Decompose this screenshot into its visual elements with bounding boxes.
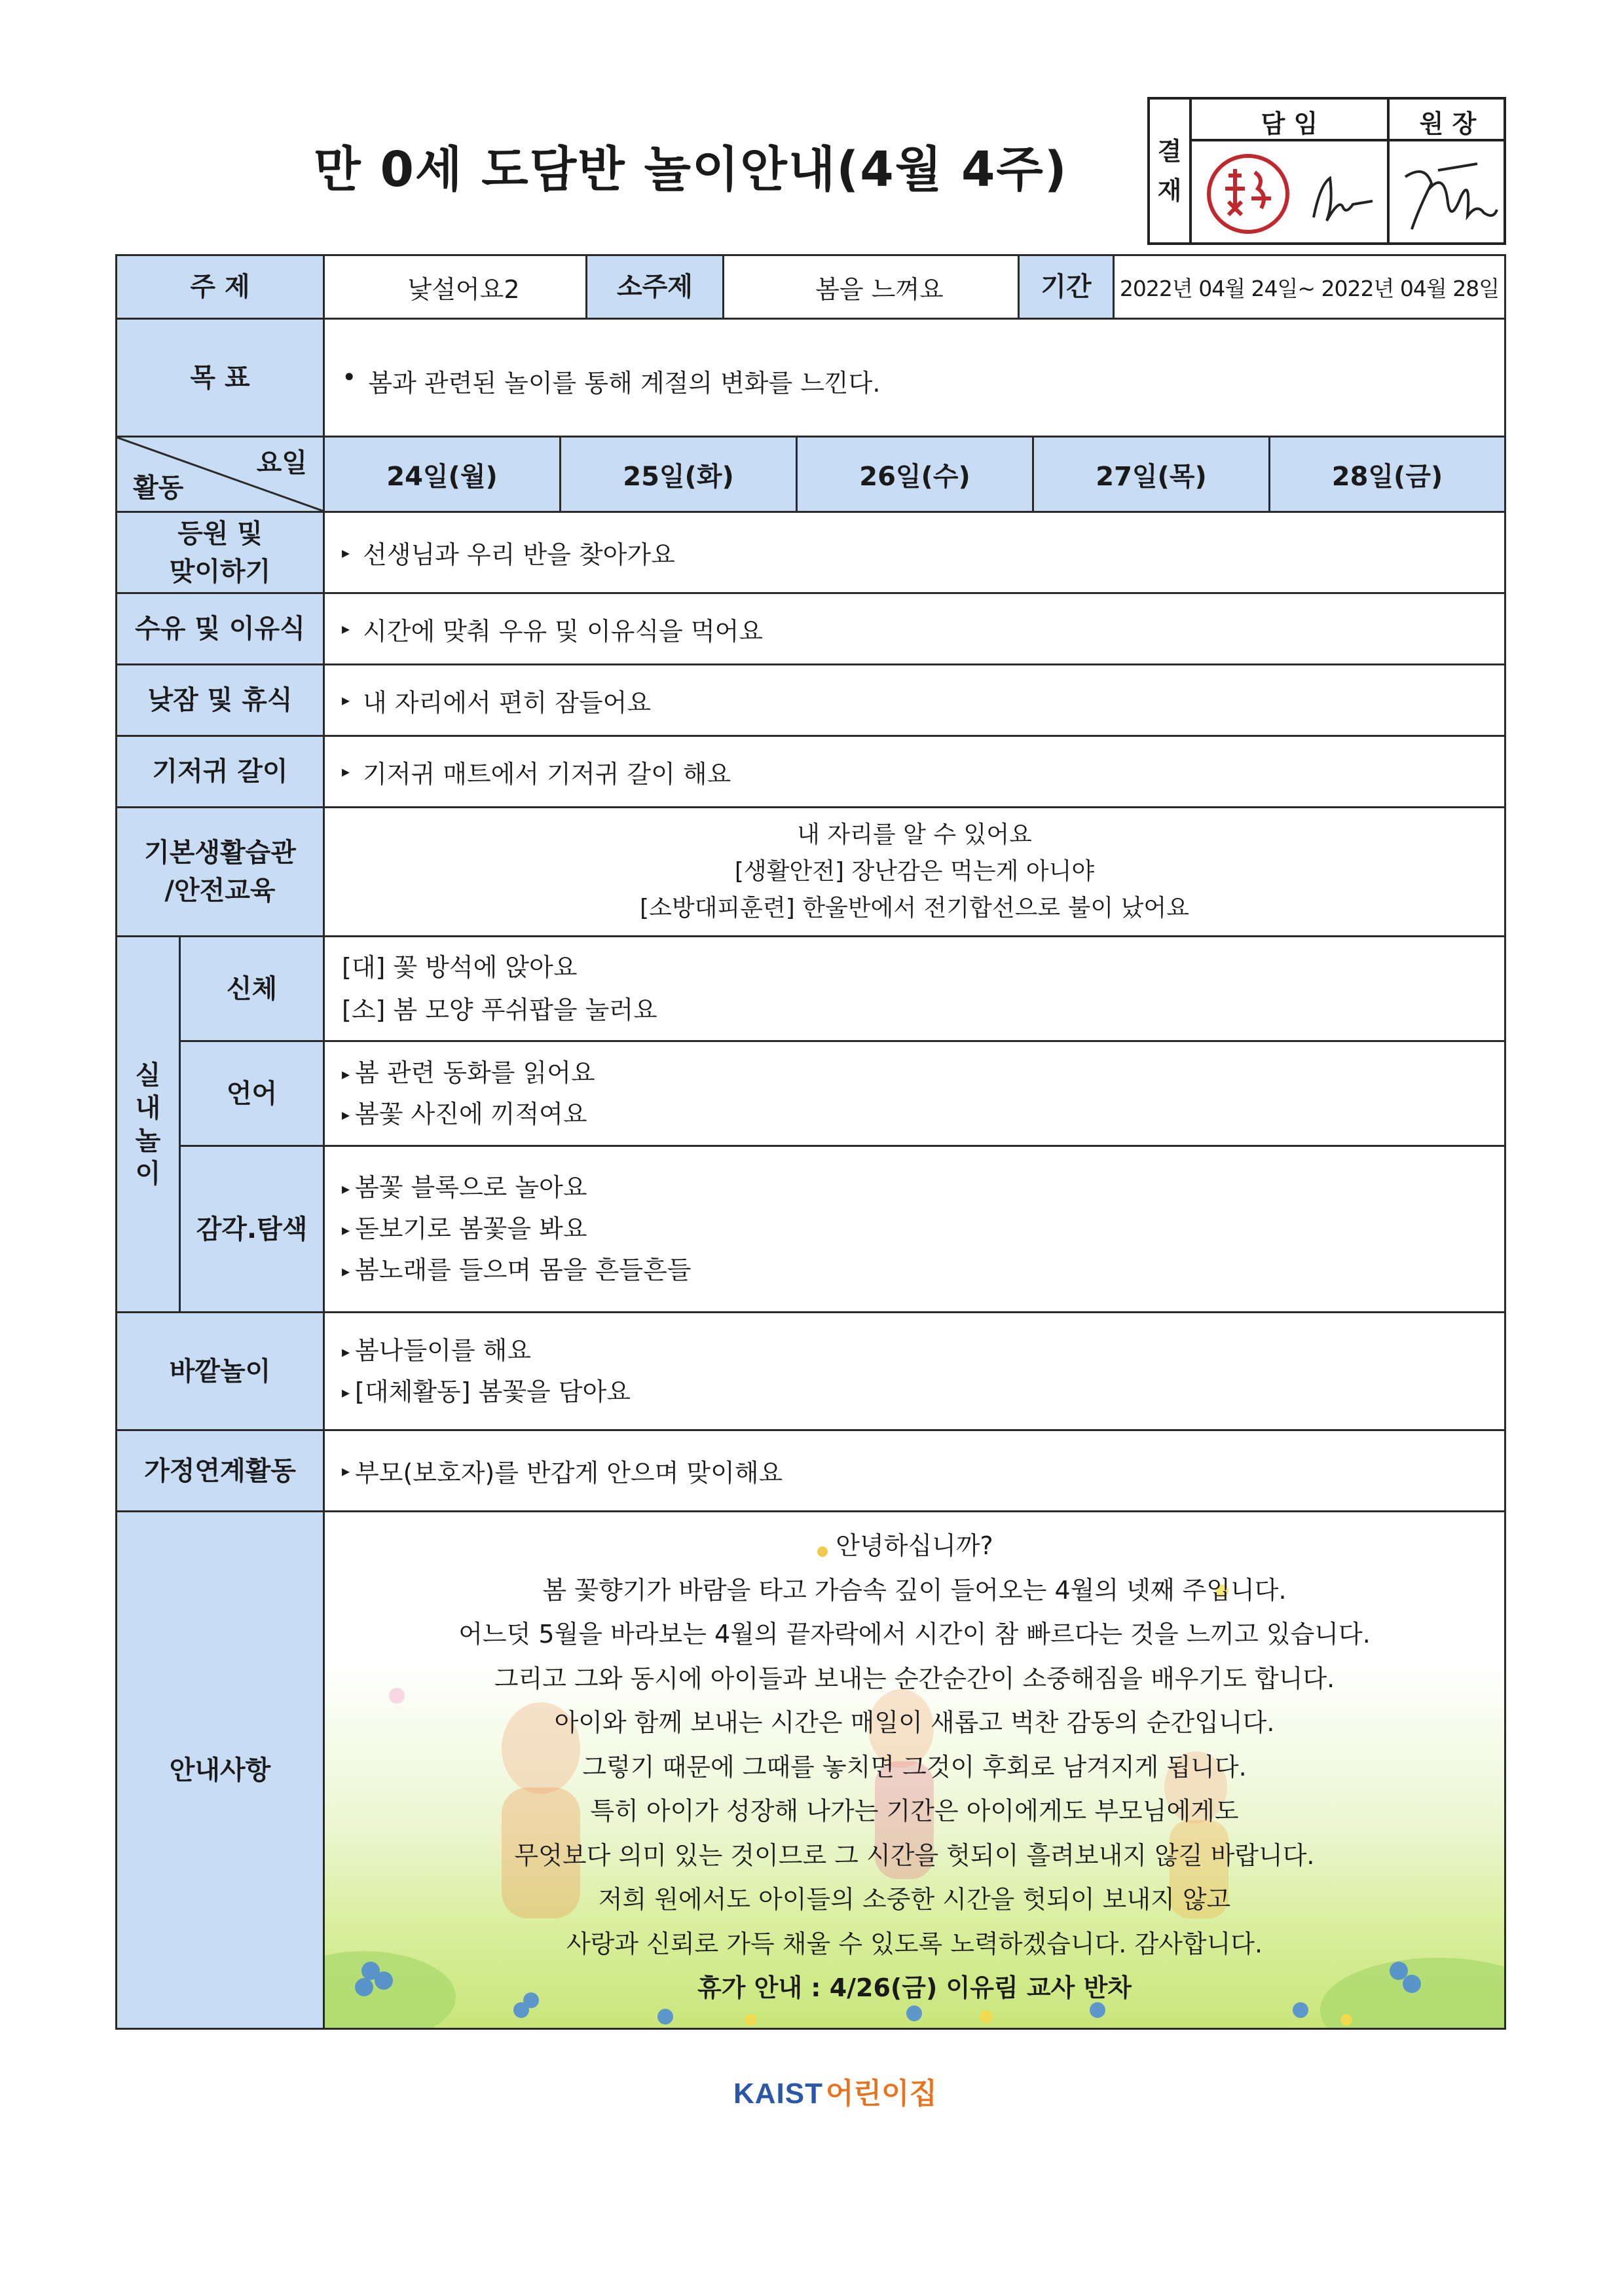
routine-value-diaper-text: 기저귀 매트에서 기저귀 갈이 해요 [363,759,731,789]
indoor-language-line-2: 봄꽃 사진에 끼적여요 [355,1099,587,1129]
notice-line-4: 그리고 그와 동시에 아이들과 보내는 순간순간이 소중해짐을 배우기도 합니다. [494,1664,1335,1693]
approval-side-label-2: 재 [1157,176,1182,205]
habits-label-line1: 기본생활습관 [144,838,296,868]
teacher-signature-icon [1307,159,1379,231]
outdoor-line-1: 봄나들이를 해요 [355,1335,532,1365]
habits-label [115,806,325,937]
routine-value-diaper: ▸ 기저귀 매트에서 기저귀 갈이 해요 [323,735,1506,808]
indoor-language-value: ▸ 봄 관련 동화를 읽어요 ▸ 봄꽃 사진에 끼적여요 [323,1040,1506,1147]
routine-value-feeding: ▸ 시간에 맞춰 우유 및 이유식을 먹어요 [323,592,1506,665]
routine-value-feeding-text: 시간에 맞춰 우유 및 이유식을 먹어요 [363,616,764,646]
notice-text [325,1512,1504,2011]
indoor-sensory-line-3: 봄노래를 들으며 몸을 흔들흔들 [355,1255,692,1284]
approval-teacher-label: 담 임 [1261,109,1318,138]
routine-label-diaper: 기저귀 갈이 [115,735,325,808]
routine-label-feeding: 수유 및 이유식 [115,592,325,665]
seal-stamp-icon [1202,149,1294,238]
weekday-corner-cell [115,436,325,513]
indoor-sensory-label: 감각.탐색 [179,1145,325,1313]
indoor-language-line-1: 봄 관련 동화를 읽어요 [355,1058,595,1087]
approval-director-label: 원 장 [1419,109,1477,138]
footer-logo [733,2070,937,2112]
day-header-tue: 25일(화) [559,436,798,513]
page-title: 만 0세 도담반 놀이안내(4월 4주) [314,141,1068,198]
outdoor-value: ▸ 봄나들이를 해요 ▸ [대체활동] 봄꽃을 담아요 [323,1311,1506,1431]
indoor-language-label: 언어 [179,1040,325,1147]
notice-line-2: 봄 꽃향기가 바람을 타고 가슴속 깊이 들어오는 4월의 넷째 주입니다. [542,1575,1287,1605]
subtopic-label: 소주제 [585,254,724,320]
goal-value-cell: • 봄과 관련된 놀이를 통해 계절의 변화를 느낀다. [323,318,1506,438]
habits-line-2: [생활안전] 장난감은 먹는게 아니야 [734,858,1095,886]
notice-line-7: 특히 아이가 성장해 나가는 기간은 아이에게도 부모님에게도 [590,1797,1239,1825]
habits-label-line2: /안전교육 [164,876,276,906]
notice-holiday: 휴가 안내 : 4/26(금) 이유림 교사 반차 [697,1973,1132,2002]
routine-value-nap: ▸ 내 자리에서 편히 잠들어요 [323,663,1506,737]
director-signature-icon [1399,151,1504,242]
notice-label: 안내사항 [115,1510,325,2030]
routine-label-arrival-line1: 등원 및 [177,518,263,549]
indoor-physical-line-2: [소] 봄 모양 푸쉬팝을 눌러요 [342,995,657,1024]
outdoor-label: 바깥놀이 [115,1311,325,1431]
topic-value: 낯설어요2 [323,254,587,320]
habits-line-1: 내 자리를 알 수 있어요 [797,821,1032,849]
period-label: 기간 [1018,254,1115,320]
indoor-physical-value [323,935,1506,1042]
approval-side-label-1: 결 [1157,137,1182,166]
indoor-sensory-line-2: 돋보기로 봄꽃을 봐요 [355,1214,587,1244]
footer-logo-kaist: KAIST [733,2078,823,2110]
notice-line-1: 안녕하십니까? [836,1531,993,1560]
notice-line-5: 아이와 함께 보내는 시간은 매일이 새롭고 벅찬 감동의 순간입니다. [554,1708,1275,1737]
day-header-wed: 26일(수) [796,436,1034,513]
day-header-thu: 27일(목) [1032,436,1270,513]
indoor-sensory-line-1: 봄꽃 블록으로 놀아요 [355,1173,587,1203]
subtopic-value: 봄을 느껴요 [722,254,1020,320]
day-header-mon: 24일(월) [323,436,561,513]
goal-value: 봄과 관련된 놀이를 통해 계절의 변화를 느낀다. [368,369,881,398]
notice-line-3: 어느덧 5월을 바라보는 4월의 끝자락에서 시간이 참 빠르다는 것을 느끼고 있습니다. [458,1620,1371,1649]
routine-label-arrival [115,511,325,594]
indoor-sensory-value: ▸ 봄꽃 블록으로 놀아요 ▸ 돋보기로 봄꽃을 봐요 ▸ 봄노래를 들으며 몸을 흔들흔들 [323,1145,1506,1313]
outdoor-line-2: [대체활동] 봄꽃을 담아요 [355,1377,631,1406]
habits-value [323,806,1506,937]
family-label: 가정연계활동 [115,1429,325,1512]
indoor-label [115,935,181,1313]
notice-line-9: 저희 원에서도 아이들의 소중한 시간을 헛되이 보내지 않고 [598,1885,1231,1914]
indoor-label-text: 실내놀이 [135,1060,161,1189]
goal-label: 목 표 [115,318,325,438]
routine-value-arrival-text: 선생님과 우리 반을 찾아가요 [363,540,675,569]
footer-logo-daycare: 어린이집 [826,2077,938,2110]
routine-label-nap: 낮잠 및 휴식 [115,663,325,737]
routine-label-arrival-line2: 맞이하기 [169,556,271,587]
routine-value-arrival: ▸ 선생님과 우리 반을 찾아가요 [323,511,1506,594]
notice-panel [323,1510,1506,2030]
family-value: ▸ 부모(보호자)를 반갑게 안으며 맞이해요 [323,1429,1506,1512]
approval-box [1147,97,1506,245]
notice-line-6: 그렇기 때문에 그때를 놓치면 그것이 후회로 남겨지게 됩니다. [582,1752,1247,1782]
indoor-physical-line-1: [대] 꽃 방석에 앉아요 [342,952,578,982]
day-header-fri: 28일(금) [1268,436,1506,513]
weekday-corner-top: 요일 [256,448,307,478]
notice-line-8: 무엇보다 의미 있는 것이므로 그 시간을 헛되이 흘려보내지 않길 바랍니다. [514,1840,1315,1870]
period-value: 2022년 04월 24일~ 2022년 04월 28일 [1113,254,1506,320]
habits-line-3: [소방대피훈련] 한울반에서 전기합선으로 불이 났어요 [640,894,1189,922]
routine-value-nap-text: 내 자리에서 편히 잠들어요 [363,688,652,717]
notice-line-10: 사랑과 신뢰로 가득 채울 수 있도록 노력하겠습니다. 감사합니다. [566,1929,1263,1958]
topic-label: 주 제 [115,254,325,320]
weekday-corner-bottom: 활동 [133,473,184,503]
family-value-text: 부모(보호자)를 반갑게 안으며 맞이해요 [355,1459,783,1487]
indoor-physical-label: 신체 [179,935,325,1042]
